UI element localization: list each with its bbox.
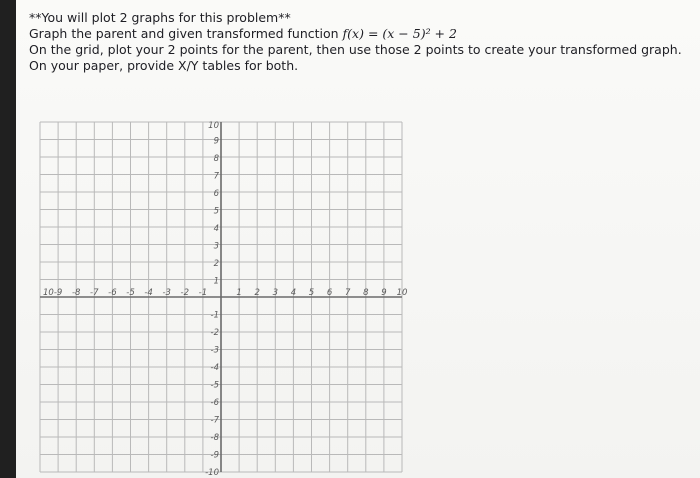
y-tick-label: 8	[213, 154, 219, 164]
x-tick-label: -5	[126, 288, 135, 298]
x-tick-label: -9	[53, 288, 63, 298]
plot-note: **You will plot 2 graphs for this problem**	[29, 10, 291, 25]
x-tick-label: 3	[272, 288, 279, 298]
graph-instruction-text: Graph the parent and given transformed function	[29, 26, 343, 41]
x-tick-label: -6	[108, 288, 117, 298]
x-tick-label: 1	[236, 288, 242, 298]
x-tick-label: 4	[290, 288, 297, 298]
x-tick-label: -2	[180, 288, 190, 298]
y-tick-label: 7	[213, 171, 219, 182]
y-tick-label: 2	[213, 259, 219, 269]
x-tick-label: -8	[71, 288, 81, 298]
grid-instruction: On the grid, plot your 2 points for the parent, then use those 2 points to create your transformed graph.	[29, 42, 682, 57]
y-tick-label: 10	[208, 121, 219, 131]
x-tick-label: -7	[90, 288, 99, 298]
y-tick-label: -7	[210, 415, 219, 426]
y-tick-label: -10	[205, 468, 219, 478]
y-tick-label: -5	[210, 380, 219, 391]
x-tick-label: 10	[43, 288, 54, 298]
dark-edge	[0, 0, 16, 478]
function-expression: f(x) = (x − 5)² + 2	[342, 26, 457, 41]
y-tick-label: -1	[210, 310, 219, 321]
graph-instruction	[29, 26, 689, 42]
x-tick-label: 6	[326, 288, 333, 298]
y-tick-label: -6	[210, 398, 219, 408]
x-tick-label: -1	[198, 288, 208, 298]
coordinate-grid[interactable]	[36, 118, 406, 478]
y-tick-label: -8	[210, 433, 219, 443]
paper-instruction: On your paper, provide X/Y tables for both.	[29, 58, 299, 73]
x-tick-label: 5	[308, 288, 315, 298]
x-tick-label: 7	[344, 288, 351, 298]
x-tick-label: 10	[396, 288, 408, 298]
x-tick-label: 2	[254, 288, 260, 298]
y-tick-label: -3	[210, 345, 219, 356]
y-tick-label: -9	[210, 450, 219, 461]
y-tick-label: 6	[213, 189, 219, 199]
y-tick-label: 1	[213, 276, 219, 287]
y-tick-label: 5	[213, 206, 219, 217]
x-tick-label: -4	[144, 288, 153, 298]
y-tick-label: -2	[210, 328, 219, 338]
coordinate-grid-container	[36, 118, 406, 478]
y-tick-label: -4	[210, 363, 219, 373]
x-tick-label: -3	[162, 288, 171, 298]
y-tick-label: 9	[213, 136, 219, 147]
x-tick-label: 8	[363, 288, 369, 298]
y-tick-label: 3	[213, 241, 219, 252]
problem-instructions	[29, 10, 689, 74]
y-tick-label: 4	[213, 224, 219, 234]
x-tick-label: 9	[381, 288, 387, 298]
